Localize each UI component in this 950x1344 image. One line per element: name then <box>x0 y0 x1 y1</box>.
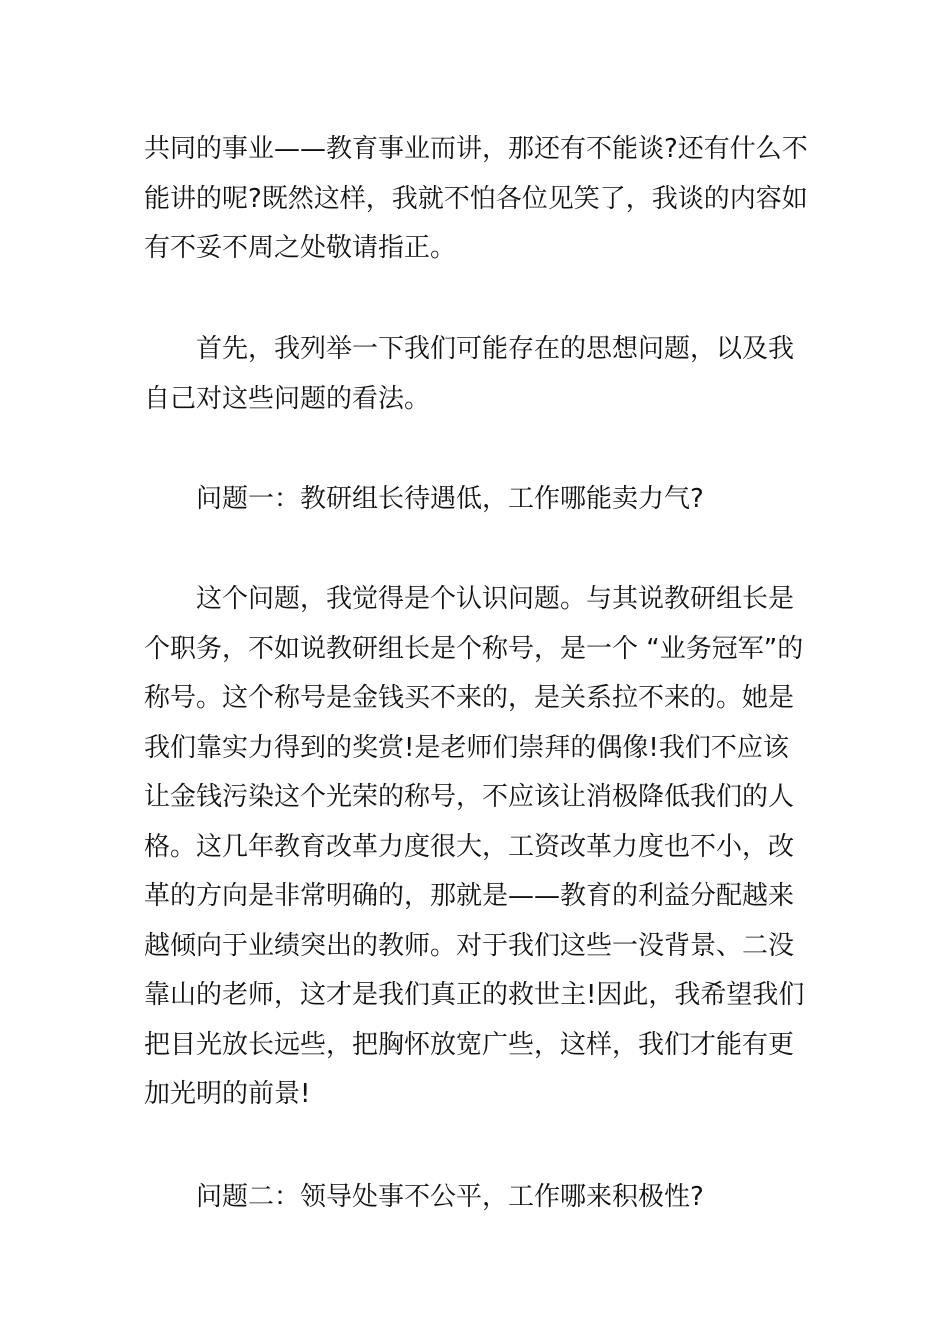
paragraph-first-point: 首先，我列举一下我们可能存在的思想问题，以及我自己对这些问题的看法。 <box>144 334 795 414</box>
paragraph-question-one-answer: 这个问题，我觉得是个认识问题。与其说教研组长是个职务，不如说教研组长是个称号，是一个 “业务冠军”的称号。这个称号是金钱买不来的，是关系拉不来的。她是我们靠实力得到的奖赏!是老师们崇拜的偶像!我们不应该让金钱污染这个光荣的称号，不应该让消极降低我们的人格。这几年教育改革力度很大，工资改革力度也不小，改革的方向是非常明确的，那就是——教育的利益分配越来越倾向于业绩突出的教师。对于我们这些一没背景、二没靠山的老师，这才是我们真正的救世主!因此，我希望我们把目光放长远些，把胸怀放宽广些，这样，我们才能有更加光明的前景! <box>144 584 805 1109</box>
heading-question-one: 问题一：教研组长待遇低，工作哪能卖力气? <box>196 484 704 514</box>
paragraph-intro-continued: 共同的事业——教育事业而讲，那还有不能谈?还有什么不能讲的呢?既然这样，我就不怕各位见笑了，我谈的内容如有不妥不周之处敬请指正。 <box>144 134 808 263</box>
heading-question-two: 问题二：领导处事不公平，工作哪来积极性? <box>196 1182 704 1212</box>
